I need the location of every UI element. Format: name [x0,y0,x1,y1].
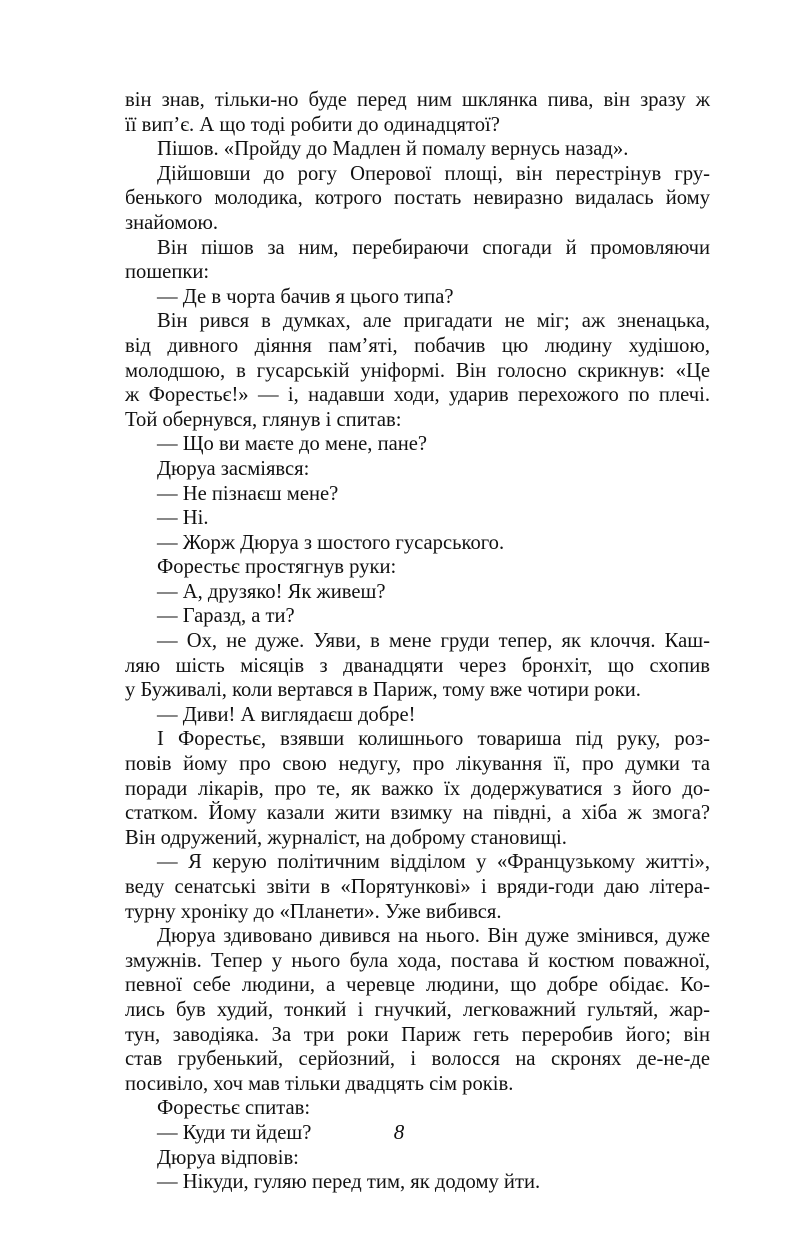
text-line: тун, заводіяка. За три роки Париж геть переробив його; він [125,1023,710,1046]
text-line: певної себе людини, а черевце людини, що добре обідає. Ко- [125,974,710,997]
text-line: Дійшовши до рогу Оперової площі, він перестрінув гру- [157,162,710,185]
text-line: веду сенатські звіти в «Порятункові» і вряди-годи даю літера- [125,876,710,898]
text-line: — Ох, не дуже. Уяви, в мене груди тепер, як клоччя. Каш- [157,630,710,653]
text-line: Він пішов за ним, перебираючи спогади й промовляючи [157,236,710,259]
text-line: бенького молодика, котрого постать невиразно видалась йому [125,187,710,210]
page-number: 8 [393,1120,405,1144]
text-line: — Жорж Дюруа з шостого гусарського. [157,531,505,554]
body-text [125,88,710,1195]
text-line: — Диви! А виглядаєш добре! [157,703,416,726]
text-line: — Нікуди, гуляю перед тим, як додому йти. [157,1171,541,1194]
text-line: — Де в чорта бачив я цього типа? [157,285,454,308]
text-line: — Не пізнаєш мене? [157,482,339,505]
text-line: Він одружений, журналіст, на доброму становищі. [125,826,567,849]
text-line: від дивного діяння пам’яті, побачив цю людину худішою, [125,334,710,357]
text-line: Дюруа відповів: [157,1146,299,1169]
text-line: Дюруа засміявся: [157,457,310,480]
text-line: — Що ви маєте до мене, пане? [157,433,428,456]
text-line: — Я керую політичним відділом у «Французькому житті», [157,851,710,874]
text-line: посивіло, хоч мав тільки двадцять сім років. [125,1072,514,1095]
text-line: статком. Йому казали жити взимку на півдні, а хіба ж змога? [125,802,710,825]
text-line: Він рився в думках, але пригадати не міг; аж зненацька, [157,310,710,333]
text-line: у Буживалі, коли вертався в Париж, тому вже чотири роки. [125,679,641,702]
text-line: Дюруа здивовано дивився на нього. Він дуже змінився, дуже [157,925,710,948]
text-line: лись був худий, тонкий і гнучкий, легковажний гультяй, жар- [125,998,710,1021]
text-line: І Форестьє, взявши колишнього товариша під руку, роз- [157,728,710,751]
text-line: молодшою, в гусарській уніформі. Він голосно скрикнув: «Це [125,359,710,382]
text-line: він знав, тільки-но буде перед ним шклянка пива, він зразу ж [125,89,710,111]
text-line: повів йому про свою недугу, про лікування її, про думки та [125,753,710,776]
text-line: турну хроніку до «Планети». Уже вибився. [125,900,502,923]
text-line: поради лікарів, про те, як важко їх додержуватися з його до- [125,777,710,800]
text-line: Той обернувся, глянув і спитав: [125,408,402,431]
text-line: — А, друзяко! Як живеш? [157,580,386,603]
text-line: — Куди ти йдеш? [157,1121,312,1144]
text-line: Пішов. «Пройду до Мадлен й помалу вернусь назад». [157,138,629,161]
text-line: її вип’є. А що тоді робити до одинадцятої? [125,113,500,136]
text-line: знайомою. [125,211,219,234]
text-line: змужнів. Тепер у нього була хода, постава й костюм поважної, [125,949,710,972]
text-line: — Гаразд, а ти? [157,605,295,628]
text-line: ж Форестьє!» — і, надавши ходи, ударив перехожого по плечі. [125,384,710,407]
text-line: пошепки: [125,261,210,284]
text-line: став грубенький, серйозний, і волосся на скронях де-не-де [125,1048,710,1071]
text-line: Форестьє простягнув руки: [157,556,397,579]
text-line: ляю шість місяців з дванадцяти через бронхіт, що схопив [125,654,710,677]
text-line: Форестьє спитав: [157,1097,311,1120]
text-line: — Ні. [157,507,209,530]
